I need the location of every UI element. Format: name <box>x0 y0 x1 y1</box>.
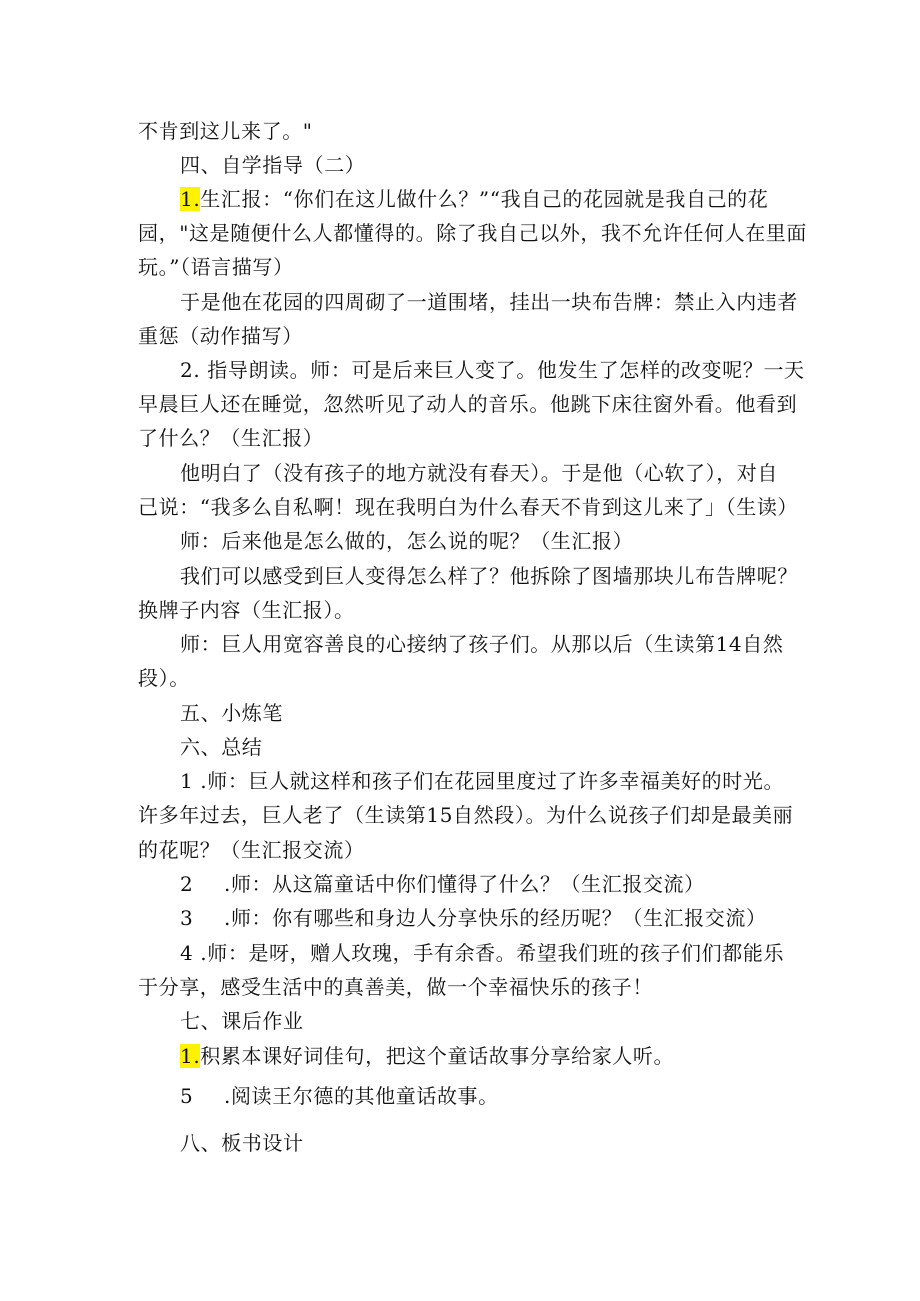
section-heading: 六、总结 <box>180 735 263 759</box>
paragraph-line: 早晨巨人还在睡觉，忽然听见了动人的音乐。他跳下床往窗外看。他看到 <box>138 392 798 416</box>
paragraph-line: 我们可以感受到巨人变得怎么样了？他拆除了图墙那块儿布告牌呢？ <box>180 564 798 588</box>
paragraph-line: 换牌子内容（生汇报）。 <box>138 598 355 622</box>
paragraph-line: 他明白了（没有孩子的地方就没有春天）。于是他（心软了），对自 <box>180 461 778 485</box>
paragraph-line: 4 .师：是呀，赠人玫瑰，手有余香。希望我们班的孩子们们都能乐 <box>180 941 785 965</box>
paragraph-line: 玩。”（语言描写） <box>138 255 294 279</box>
paragraph-line <box>180 905 800 931</box>
paragraph-line <box>180 871 800 897</box>
highlighted-number: 1. <box>180 1044 201 1068</box>
paragraph-text: .阅读王尔德的其他童话故事。 <box>224 1084 499 1108</box>
paragraph-line: 许多年过去，巨人老了（生读第15自然段）。为什么说孩子们却是最美丽 <box>138 803 794 827</box>
highlighted-number: 1. <box>180 187 201 211</box>
paragraph-text: 积累本课好词佳句，把这个童话故事分享给家人听。 <box>200 1044 675 1068</box>
list-number: 5 <box>180 1084 194 1108</box>
section-heading: 八、板书设计 <box>180 1131 304 1155</box>
paragraph-line: 重惩（动作描写） <box>138 324 303 348</box>
section-heading: 五、小炼笔 <box>180 701 283 725</box>
section-heading: 四、自学指导（二） <box>180 153 366 177</box>
paragraph-line <box>180 1083 800 1109</box>
list-number: 2 <box>180 872 194 896</box>
paragraph-line <box>180 1043 800 1069</box>
paragraph-line: 段）。 <box>138 666 190 690</box>
paragraph-line: 己说：“我多么自私啊！现在我明白为什么春天不肯到这儿来了」（生读） <box>138 495 799 519</box>
paragraph-text: .师：从这篇童话中你们懂得了什么？（生汇报交流） <box>224 872 705 896</box>
paragraph-line <box>180 186 800 212</box>
paragraph-line: 1 .师：巨人就这样和孩子们在花园里度过了许多幸福美好的时光。 <box>180 769 785 793</box>
paragraph-line: 不肯到这儿来了。" <box>138 119 313 143</box>
paragraph-line: 2. 指导朗读。师：可是后来巨人变了。他发生了怎样的改变呢？一天 <box>180 358 805 382</box>
paragraph-line: 于是他在花园的四周砌了一道围堵，挂出一块布告牌：禁止入内违者 <box>180 290 798 314</box>
list-number: 3 <box>180 906 194 930</box>
paragraph-line: 师：巨人用宽容善良的心接纳了孩子们。从那以后（生读第14自然 <box>180 632 784 656</box>
paragraph-line: 的花呢？（生汇报交流） <box>138 838 365 862</box>
paragraph-text: .师：你有哪些和身边人分享快乐的经历呢？（生汇报交流） <box>224 906 767 930</box>
paragraph-line: 园，"这是随便什么人都懂得的。除了我自己以外，我不允许任何人在里面 <box>138 221 807 245</box>
paragraph-line: 师：后来他是怎么做的，怎么说的呢？（生汇报） <box>180 529 634 553</box>
section-heading: 七、课后作业 <box>180 1009 304 1033</box>
paragraph-line: 了什么？（生汇报） <box>138 426 324 450</box>
paragraph-line: 于分享，感受生活中的真善美，做一个幸福快乐的孩子！ <box>138 975 653 999</box>
paragraph-text: 生汇报：“你们在这儿做什么？”“我自己的花园就是我自己的花 <box>200 187 769 211</box>
